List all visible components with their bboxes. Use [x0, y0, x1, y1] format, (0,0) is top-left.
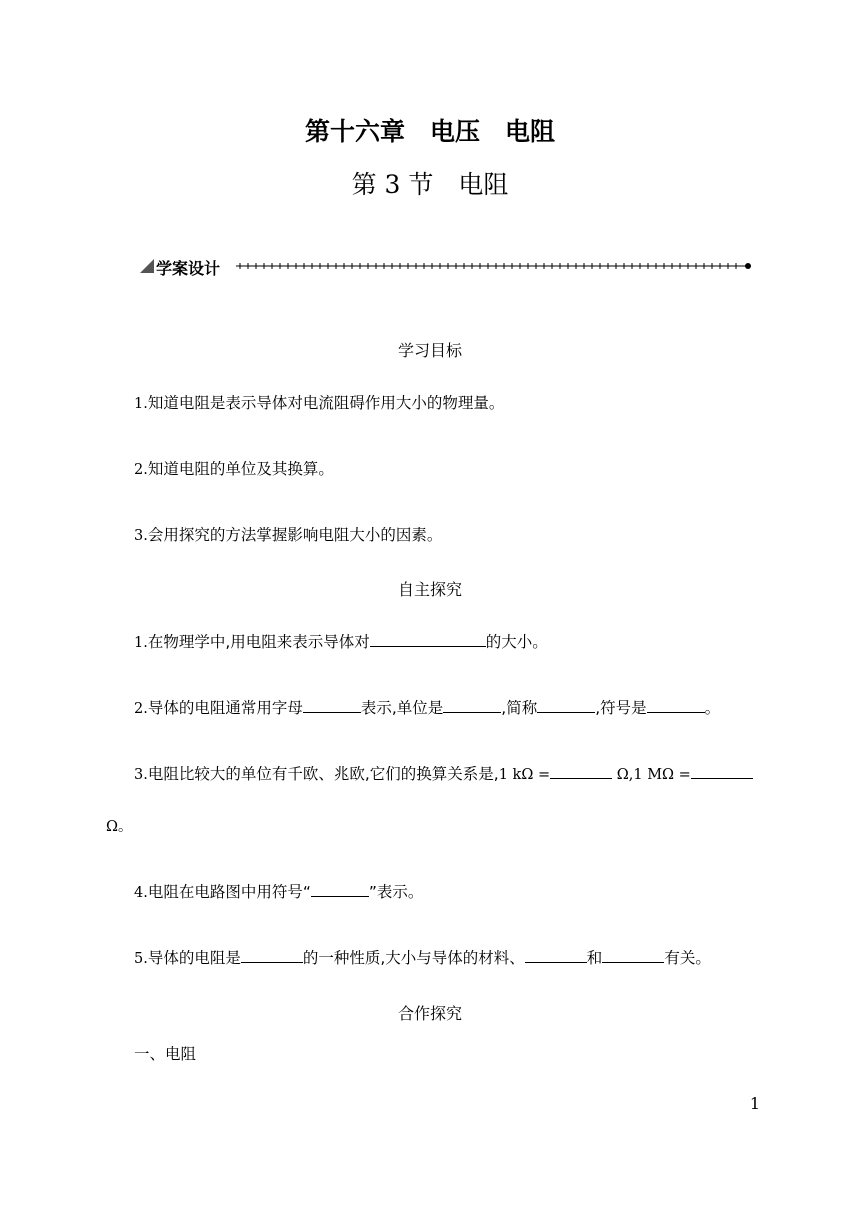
- answer-blank[interactable]: [525, 948, 587, 963]
- page-number: 1: [749, 1094, 760, 1113]
- section-title: 第 3 节 电阻: [351, 170, 509, 199]
- banner-label: 学案设计: [156, 259, 221, 278]
- question-2: 2.导体的电阻通常用字母 表示,单位是 ,简称 ,符号是 。: [134, 699, 721, 717]
- dotted-rule-icon: [236, 256, 756, 276]
- question-3: 3.电阻比较大的单位有千欧、兆欧,它们的换算关系是,1 kΩ = Ω,1 MΩ =: [134, 762, 753, 784]
- answer-blank[interactable]: [537, 698, 595, 713]
- goals-heading: 学习目标: [397, 341, 462, 360]
- answer-blank[interactable]: [602, 948, 664, 963]
- chapter-title: 第十六章 电压 电阻: [304, 117, 555, 146]
- section-banner: [140, 256, 752, 276]
- answer-blank[interactable]: [303, 698, 361, 713]
- answer-blank[interactable]: [550, 764, 612, 779]
- answer-blank[interactable]: [241, 948, 303, 963]
- answer-blank[interactable]: [691, 764, 753, 779]
- question-5: 5.导体的电阻是 的一种性质,大小与导体的材料、 和 有关。: [134, 949, 711, 967]
- question-1: 1.在物理学中,用电阻来表示导体对 的大小。: [134, 633, 548, 651]
- cooperative-heading: 合作探究: [397, 1004, 462, 1023]
- goal-item-3: 3.会用探究的方法掌握影响电阻大小的因素。: [134, 526, 443, 544]
- answer-blank[interactable]: [370, 632, 486, 647]
- answer-blank[interactable]: [647, 698, 705, 713]
- question-4: 4.电阻在电路图中用符号“ ”表示。: [134, 883, 424, 901]
- answer-blank[interactable]: [311, 882, 369, 897]
- subsection-heading: 一、电阻: [134, 1045, 197, 1063]
- goal-item-2: 2.知道电阻的单位及其换算。: [134, 460, 334, 478]
- self-study-heading: 自主探究: [397, 580, 462, 599]
- banner-triangle-icon: [140, 259, 154, 273]
- goal-item-1: 1.知道电阻是表示导体对电流阻碍作用大小的物理量。: [134, 394, 505, 412]
- question-3-continued: Ω。: [106, 819, 133, 835]
- answer-blank[interactable]: [443, 698, 501, 713]
